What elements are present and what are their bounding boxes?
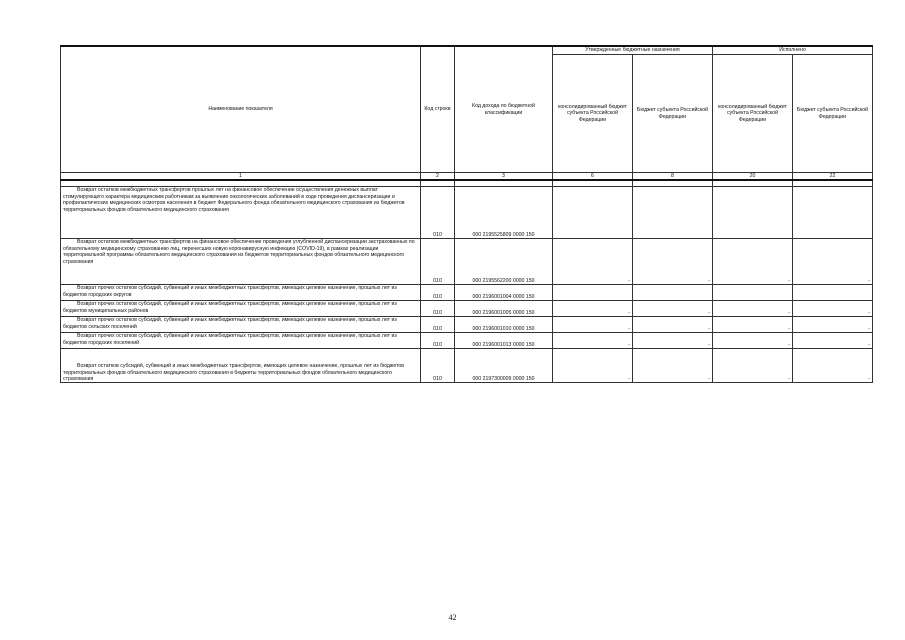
value-cell: - [633, 301, 713, 317]
value-cell: - [633, 333, 713, 349]
column-number: 6 [553, 173, 633, 181]
value-cell [713, 187, 793, 239]
row-kbk: 000 2196001004 0000 150 [455, 285, 553, 301]
value-cell: - [633, 317, 713, 333]
value-cell: - [553, 239, 633, 285]
header-executed-subject: Бюджет субъекта Российской Федерации [793, 55, 873, 173]
row-name: Возврат прочих остатков субсидий, субвенций и иных межбюджетных трансфертов, имеющих целевое назначение, прошлых лет из бюджетов сельских поселений [61, 317, 421, 333]
row-name: Возврат прочих остатков субсидий, субвенций и иных межбюджетных трансфертов, имеющих целевое назначение, прошлых лет из бюджетов городских поселений [61, 333, 421, 349]
value-cell: - [713, 317, 793, 333]
value-cell: - [713, 239, 793, 285]
row-kbk: 000 2196001010 0000 150 [455, 317, 553, 333]
value-cell [713, 285, 793, 301]
row-kbk: 000 2196001013 0000 150 [455, 333, 553, 349]
value-cell: - [713, 349, 793, 383]
value-cell: - [553, 301, 633, 317]
value-cell: - [793, 317, 873, 333]
header-approved-subject: Бюджет субъекта Российской Федерации [633, 55, 713, 173]
row-name: Возврат остатков субсидий, субвенций и иных межбюджетных трансфертов, имеющих целевое назначение, прошлых лет из бюджетов территориальных фондов обязательного медицинского страхования в бюджеты территориальных фондов обязательного медицинского страхования [61, 349, 421, 383]
column-number: 1 [61, 173, 421, 181]
row-name: Возврат остатков межбюджетных трансфертов на финансовое обеспечение проведения углубленной диспансеризации застрахованных по обязательному медицинскому страхованию лиц, перенесших новую коронавирусную инфекцию (COVID-19), в рамках реализации территориальной программы обязательного медицинского страхования из бюджетов территориальных фондов обязательного медицинского страхования [61, 239, 421, 285]
row-code: 010 [421, 285, 455, 301]
value-cell: - [713, 301, 793, 317]
row-code: 010 [421, 317, 455, 333]
value-cell [553, 187, 633, 239]
header-name: Наименование показателя [61, 46, 421, 173]
value-cell: - [553, 333, 633, 349]
header-executed: Исполнено [713, 46, 873, 55]
header-approved: Утвержденные бюджетные назначения [553, 46, 713, 55]
table-row [61, 301, 873, 317]
column-number: 3 [455, 173, 553, 181]
table-row [61, 187, 873, 239]
value-cell: - [793, 349, 873, 383]
value-cell: - [633, 239, 713, 285]
row-name: Возврат остатков межбюджетных трансфертов прошлых лет на финансовое обеспечение осуществления денежных выплат стимулирующего характера медицинским работникам за выявление онкологических заболеваний в ходе проведения диспансеризации и профилактических медицинских осмотров населения в бюджет Федерального фонда обязательного медицинского страхования из бюджетов территориальных фондов обязательного медицинского страхования [61, 187, 421, 239]
header-approved-consolidated: консолидированный бюджет субъекта Российской Федерации [553, 55, 633, 173]
table-row [61, 239, 873, 285]
column-number: 8 [633, 173, 713, 181]
value-cell: - [553, 349, 633, 383]
column-numbers-row [61, 173, 873, 181]
table-row [61, 349, 873, 383]
row-name: Возврат прочих остатков субсидий, субвенций и иных межбюджетных трансфертов, имеющих целевое назначение, прошлых лет из бюджетов муниципальных районов [61, 301, 421, 317]
row-kbk: 000 2195525809 0000 150 [455, 187, 553, 239]
row-kbk: 000 2196001005 0000 150 [455, 301, 553, 317]
table-row [61, 317, 873, 333]
value-cell [633, 187, 713, 239]
value-cell: - [633, 349, 713, 383]
value-cell: - [793, 333, 873, 349]
table-row [61, 333, 873, 349]
table-row [61, 285, 873, 301]
value-cell [793, 285, 873, 301]
header-row-code: Код строки [421, 46, 455, 173]
row-code: 010 [421, 333, 455, 349]
value-cell [553, 285, 633, 301]
row-kbk: 000 2197300009 0000 150 [455, 349, 553, 383]
row-code: 010 [421, 349, 455, 383]
header-executed-consolidated: консолидированный бюджет субъекта Российской Федерации [713, 55, 793, 173]
row-kbk: 000 2195562200 0000 150 [455, 239, 553, 285]
row-code: 010 [421, 301, 455, 317]
value-cell [793, 187, 873, 239]
value-cell: - [793, 239, 873, 285]
page-number: 42 [448, 613, 457, 622]
column-number: 2 [421, 173, 455, 181]
column-number: 22 [793, 173, 873, 181]
row-code: 010 [421, 187, 455, 239]
value-cell: - [793, 301, 873, 317]
row-name: Возврат прочих остатков субсидий, субвенций и иных межбюджетных трансфертов, имеющих целевое назначение, прошлых лет из бюджетов городских округов [61, 285, 421, 301]
value-cell [633, 285, 713, 301]
value-cell: - [553, 317, 633, 333]
row-code: 010 [421, 239, 455, 285]
header-income-code: Код дохода по бюджетной классификации [455, 46, 553, 173]
column-number: 20 [713, 173, 793, 181]
value-cell: - [713, 333, 793, 349]
budget-report-table [60, 45, 873, 383]
